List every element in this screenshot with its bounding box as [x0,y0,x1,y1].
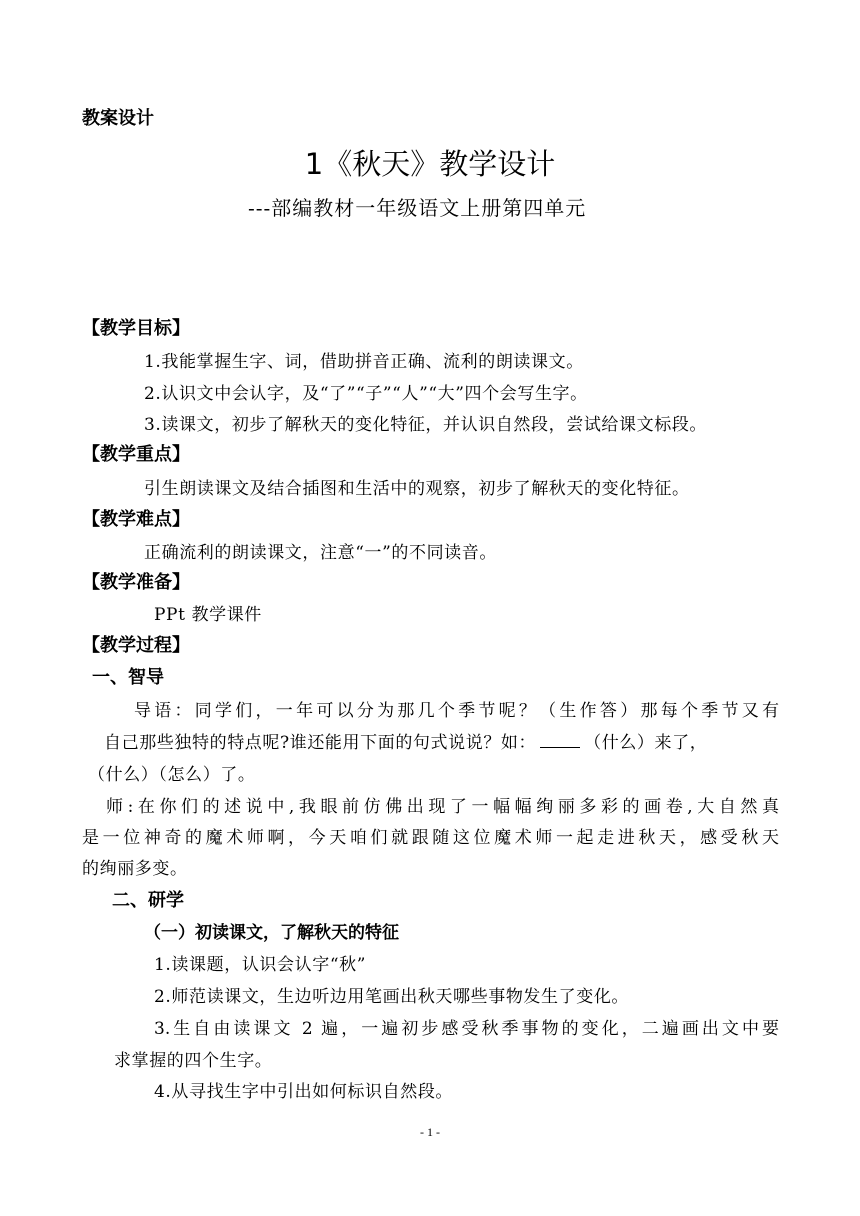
process-part2-heading: 二、研学 [112,890,184,911]
step-item: 4.从寻找生字中引出如何标识自然段。 [154,1082,454,1102]
section-heading-goals: 【教学目标】 [82,318,190,339]
section-heading-difficulties: 【教学难点】 [82,509,190,530]
fill-in-blank [540,746,580,748]
section-heading-key-points: 【教学重点】 [82,444,190,465]
intro-line-with-blank [104,728,784,753]
document-subtitle: ---部编教材一年级语文上册第四单元 [248,196,587,220]
section-heading-process: 【教学过程】 [82,635,190,656]
intro-line-text-a: 自己那些独特的特点呢?谁还能用下面的句式说说？如： [104,733,537,753]
goal-item: 2.认识文中会认字，及“了”“子”“人”“大”四个会写生字。 [144,384,588,404]
teacher-line: 的绚丽多变。 [82,859,188,879]
step-item: 2.师范读课文，生边听边用笔画出秋天哪些事物发生了变化。 [154,987,630,1007]
step-item: 1.读课题，认识会认字“秋” [154,955,367,975]
preparation-text: PPt 教学课件 [154,605,262,625]
document-category-label: 教案设计 [82,108,154,129]
document-title: 1《秋天》教学设计 [304,147,556,181]
intro-line: 导语：同学们，一年可以分为那几个季节呢？（生作答）那每个季节又有 [134,701,779,721]
teacher-line: 师:在你们的述说中,我眼前仿佛出现了一幅幅绚丽多彩的画卷,大自然真 [106,797,779,817]
goal-item: 3.读课文，初步了解秋天的变化特征，并认识自然段，尝试给课文标段。 [144,415,708,435]
section-heading-preparation: 【教学准备】 [82,572,190,593]
intro-line: （什么）（怎么）了。 [88,765,256,785]
page-number: - 1 - [420,1125,440,1139]
intro-line-text-b: （什么）来了， [584,733,708,753]
process-part1-heading: 一、智导 [92,667,164,688]
goal-item: 1.我能掌握生字、词，借助拼音正确、流利的朗读课文。 [144,352,584,372]
key-points-text: 引生朗读课文及结合插图和生活中的观察，初步了解秋天的变化特征。 [144,479,690,499]
step-item: 3.生自由读课文 2 遍，一遍初步感受秋季事物的变化，二遍画出文中要 [154,1019,779,1039]
teacher-line: 是一位神奇的魔术师啊，今天咱们就跟随这位魔术师一起走进秋天，感受秋天 [82,828,779,848]
step-item-continued: 求掌握的四个生字。 [114,1051,273,1071]
difficulties-text: 正确流利的朗读课文，注意“一”的不同读音。 [144,543,497,563]
process-part2-subheading: （一）初读课文，了解秋天的特征 [144,923,399,943]
